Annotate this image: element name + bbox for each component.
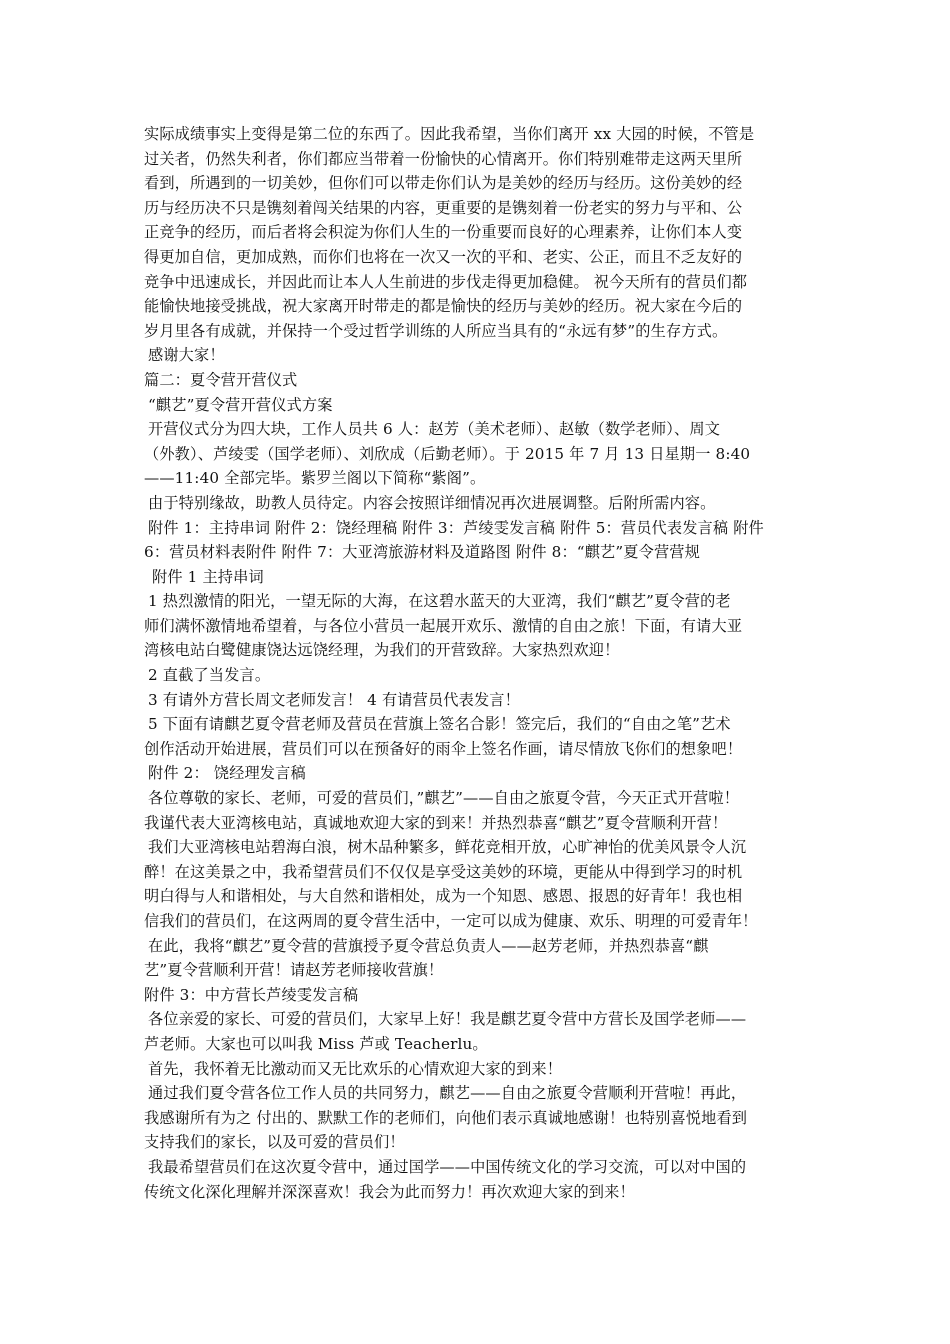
text-line: 我们大亚湾核电站碧海白浪，树木品种繁多，鲜花竞相开放，心旷神怡的优美风景令人沉: [148, 838, 747, 857]
text-line: 通过我们夏令营各位工作人员的共同努力，麒艺——自由之旅夏令营顺利开营啦！再此，: [148, 1084, 747, 1103]
text-line: 6：营员材料表附件 附件 7：大亚湾旅游材料及道路图 附件 8：“麒艺”夏令营营规: [144, 543, 700, 562]
text-line: 附件 1 主持串词: [152, 567, 264, 586]
text-line: 信我们的营员们，在这两周的夏令营生活中，一定可以成为健康、欢乐、明理的可爱青年！: [144, 912, 758, 930]
text-line: 我感谢所有为之 付出的、默默工作的老师们，向他们表示真诚地感谢！也特别喜悦地看到: [144, 1108, 748, 1127]
text-line: 看到，所遇到的一切美妙，但你们可以带走你们认为是美妙的经历与经历。这份美妙的经: [144, 174, 743, 193]
text-line: 附件 1：主持串词 附件 2：饶经理稿 附件 3：芦绫雯发言稿 附件 5：营员代表发言稿 附件: [148, 518, 764, 537]
text-line: 我最希望营员们在这次夏令营中，通过国学——中国传统文化的学习交流，可以对中国的: [148, 1157, 747, 1176]
document-body: [144, 122, 814, 1204]
text-line: 竞争中迅速成长，并因此而让本人人生前进的步伐走得更加稳健。 祝今天所有的营员们都: [144, 272, 748, 291]
text-line: 艺”夏令营顺利开营！请赵芳老师接收营旗！: [144, 961, 444, 980]
text-line: 能愉快地接受挑战，祝大家离开时带走的都是愉快的经历与美妙的经历。祝大家在今后的: [144, 297, 743, 316]
text-line: 1 热烈激情的阳光，一望无际的大海，在这碧水蓝天的大亚湾，我们“麒艺”夏令营的老: [148, 592, 731, 611]
text-line: “麒艺”夏令营开营仪式方案: [148, 395, 333, 414]
text-line: （外教）、芦绫雯（国学老师）、刘欣成（后勤老师）。于 2015 年 7 月 13 日星期一 8:40: [144, 444, 751, 463]
text-line: 明白得与人和谐相处，与大自然和谐相处，成为一个知恩、感恩、报恩的好青年！我也相: [144, 887, 743, 906]
text-line: 各位亲爱的家长、可爱的营员们，大家早上好！我是麒艺夏令营中方营长及国学老师——: [148, 1010, 747, 1029]
text-line: 附件 2： 饶经理发言稿: [148, 764, 306, 783]
text-line: 我谨代表大亚湾核电站，真诚地欢迎大家的到来！并热烈恭喜“麒艺”夏令营顺利开营！: [144, 813, 728, 832]
text-line: 湾核电站白鹭健康饶达远饶经理，为我们的开营致辞。大家热烈欢迎！: [144, 641, 620, 660]
text-line: 各位尊敬的家长、老师，可爱的营员们，”麒艺”——自由之旅夏令营，今天正式开营啦！: [148, 789, 740, 808]
text-line: 5 下面有请麒艺夏令营老师及营员在营旗上签名合影！签完后，我们的“自由之笔”艺术: [148, 715, 731, 734]
text-line: 过关者，仍然失利者，你们都应当带着一份愉快的心情离开。你们特别难带走这两天里所: [144, 149, 743, 168]
text-line: 3 有请外方营长周文老师发言！ 4 有请营员代表发言！: [148, 690, 520, 709]
text-line: ——11:40 全部完毕。紫罗兰阁以下简称“紫阁”。: [144, 469, 486, 488]
text-line: 醉！在这美景之中，我希望营员们不仅仅是享受这美妙的环境，更能从中得到学习的时机: [144, 862, 743, 881]
text-line: 2 直截了当发言。: [148, 666, 271, 685]
text-line: 开营仪式分为四大块，工作人员共 6 人：赵芳（美术老师）、赵敏（数学老师）、周文: [148, 420, 721, 439]
text-line: 师们满怀激情地希望着，与各位小营员一起展开欢乐、激情的自由之旅！下面，有请大亚: [144, 616, 743, 635]
text-line: 由于特别缘故，助教人员待定。内容会按照详细情况再次进展调整。后附所需内容。: [148, 493, 716, 512]
text-line: 在此，我将“麒艺”夏令营的营旗授予夏令营总负责人——赵芳老师，并热烈恭喜“麒: [148, 936, 709, 955]
text-line: 芦老师。大家也可以叫我 Miss 芦或 Teacherlu。: [144, 1034, 488, 1053]
text-line: 支持我们的家长，以及可爱的营员们！: [144, 1133, 405, 1152]
text-line: 岁月里各有成就，并保持一个受过哲学训练的人所应当具有的“永远有梦”的生存方式。: [144, 321, 728, 340]
text-line: 实际成绩事实上变得是第二位的东西了。因此我希望，当你们离开 xx 大园的时候，不管是: [144, 125, 755, 143]
text-line: 历与经历决不只是镌刻着闯关结果的内容，更重要的是镌刻着一份老实的努力与平和、公: [144, 198, 743, 217]
text-line: 传统文化深化理解并深深喜欢！我会为此而努力！再次欢迎大家的到来！: [144, 1182, 635, 1201]
text-line: 篇二：夏令营开营仪式: [144, 370, 298, 389]
text-line: 感谢大家！: [148, 346, 225, 365]
text-line: 首先，我怀着无比激动而又无比欢乐的心情欢迎大家的到来！: [148, 1059, 563, 1078]
text-line: 附件 3：中方营长芦绫雯发言稿: [144, 985, 359, 1004]
text-line: 正竞争的经历，而后者将会积淀为你们人生的一份重要而良好的心理素养，让你们本人变: [144, 223, 743, 242]
text-line: 创作活动开始进展，营员们可以在预备好的雨伞上签名作画，请尽情放飞你们的想象吧！: [144, 739, 743, 758]
text-line: 得更加自信，更加成熟，而你们也将在一次又一次的平和、老实、公正，而且不乏友好的: [144, 247, 743, 266]
